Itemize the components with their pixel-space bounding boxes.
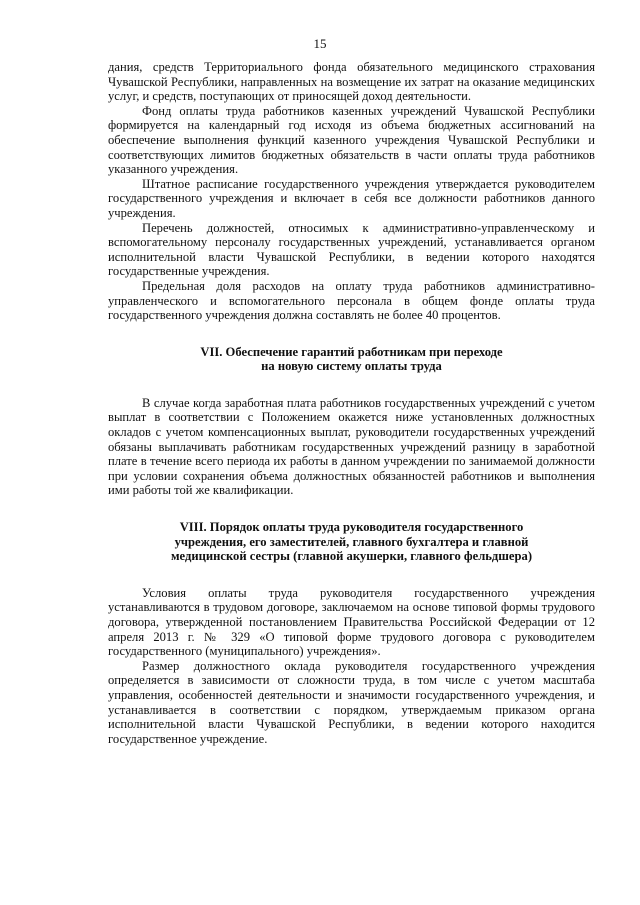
paragraph-continuation: дания, средств Территориального фонда обязательного медицинского страхования Чувашской Республики, направленных на возмещение их затрат на оказание медицинских услуг, и средств, поступающих от приносящей доход деятельности.: [108, 60, 595, 104]
section-8-heading-line-1: VIII. Порядок оплаты труда руководителя государственного: [179, 520, 524, 535]
section-8-paragraph-contract: Условия оплаты труда руководителя государственного учреждения устанавливаются в трудовом договоре, заключаемом на основе типовой формы трудового договора, утвержденной постановлением Правительства Российской Федерации от 12 апреля 2013 г. № 329 «О типовой форме трудового договора с руководителем государственного (муниципального) учреждения».: [108, 585, 595, 659]
paragraph-positions-list: Перечень должностей, относимых к административно-управленческому и вспомогательному персоналу государственных учреждений, устанавливается органом исполнительной власти Чувашской Республики, в ведении которого находятся государственные учреждения.: [108, 220, 595, 279]
section-8-heading: [108, 520, 595, 564]
paragraph-staff-schedule: Штатное расписание государственного учреждения утверждается руководителем государственного учреждения и включает в себя все должности работников данного учреждения.: [108, 176, 595, 220]
section-7-paragraph: В случае когда заработная плата работников государственных учреждений с учетом выплат в соответствии с Положением окажется ниже установленных должностных окладов с учетом компенсационных выплат, руководители государственных учреждений обязаны выплачивать работникам государственных учреждений разницу в заработной плате в течение всего периода их работы в данном учреждении по занимаемой должности при условии сохранения объема должностных обязанностей работников и выполнения ими работы той же квалификации.: [108, 395, 595, 498]
section-8-heading-line-3: медицинской сестры (главной акушерки, главного фельдшера): [170, 549, 533, 564]
paragraph-expense-share: Предельная доля расходов на оплату труда работников административно-управленческого и вспомогательного персонала в общем фонде оплаты труда государственного учреждения должна составлять не более 40 процентов.: [108, 278, 595, 323]
section-7-heading-line-2: на новую систему оплаты труда: [261, 359, 442, 374]
section-8-heading-line-2: учреждения, его заместителей, главного бухгалтера и главной: [174, 534, 529, 549]
page-number: 15: [313, 36, 327, 51]
section-7-heading: [108, 345, 595, 374]
section-8-paragraph-salary: Размер должностного оклада руководителя государственного учреждения определяется в зависимости от сложности труда, в том числе с учетом масштаба управления, особенностей деятельности и значимости государственного учреждения, и устанавливается в соответствии с порядком, утверждаемым приказом органа исполнительной власти Чувашской Республики, в ведении которого находится государственное учреждение.: [108, 658, 595, 746]
section-7-heading-line-1: VII. Обеспечение гарантий работникам при переходе: [200, 344, 503, 359]
document-body: [108, 60, 595, 746]
paragraph-payroll-fund: Фонд оплаты труда работников казенных учреждений Чувашской Республики формируется на календарный год исходя из объема бюджетных ассигнований на обеспечение выполнения функций казенного учреждения Чувашской Республики и соответствующих лимитов бюджетных обязательств в части оплаты труда работников указанного учреждения.: [108, 103, 595, 177]
